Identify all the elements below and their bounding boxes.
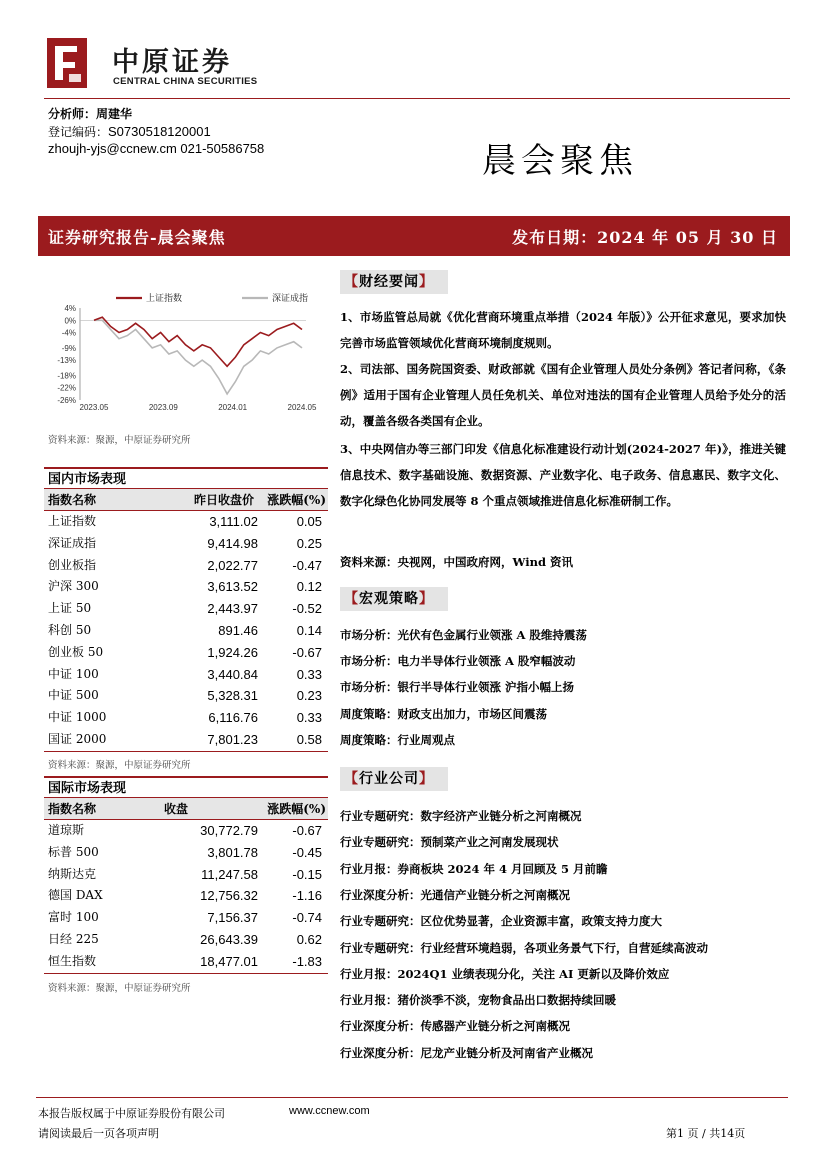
table-row (44, 664, 328, 686)
macro-item[interactable]: 周度策略：行业周观点 (340, 732, 455, 747)
col-change: 涨跌幅(%) (267, 493, 326, 507)
section-macro-heading: 【宏观策略】 (340, 587, 448, 611)
series-line (94, 317, 302, 366)
index-name: 中证 1000 (48, 710, 107, 725)
close-value: 18,477.01 (200, 953, 258, 969)
index-performance-chart (44, 286, 324, 416)
y-tick-label: -13% (57, 356, 76, 366)
macro-item[interactable]: 市场分析：光伏有色金属行业领涨 A 股维持震荡 (340, 628, 587, 642)
table-row (44, 576, 328, 598)
close-value: 2,443.97 (207, 601, 258, 617)
y-tick-label: -22% (57, 383, 76, 393)
table-row (44, 820, 328, 842)
industry-item[interactable]: 行业专题研究：数字经济产业链分析之河南概况 (340, 809, 582, 823)
change-value: -0.45 (292, 844, 322, 860)
x-tick-label: 2023.09 (148, 403, 178, 412)
industry-item[interactable]: 行业月报：猪价淡季不淡，宠物食品出口数据持续回暖 (340, 993, 616, 1008)
industry-item[interactable]: 行业月报：券商板块 2024 年 4 月回顾及 5 月前瞻 (340, 861, 608, 876)
index-name: 上证 50 (48, 601, 92, 616)
col-close: 昨日收盘价 (193, 493, 254, 507)
close-value: 6,116.76 (208, 710, 258, 726)
table-row (44, 951, 328, 973)
change-value: 0.14 (296, 622, 322, 638)
y-tick-label: -4% (61, 328, 76, 338)
table-row (44, 729, 328, 751)
col-index-name: 指数名称 (48, 493, 97, 507)
y-tick-label: -18% (57, 371, 76, 381)
col-change: 涨跌幅(%) (267, 802, 326, 816)
change-value: -0.15 (292, 866, 322, 882)
table-row (44, 929, 328, 951)
news-item-1: 1、市场监管总局就《优化营商环境重点举措（2024 年版）》公开征求意见，要求加快完善市场监管领域优化营商环境制度规则。 (340, 310, 786, 350)
news-source: 资料来源：央视网，中国政府网，Wind 资讯 (340, 555, 573, 569)
report-banner (38, 216, 790, 256)
close-value: 3,801.78 (207, 844, 258, 860)
change-value: 0.23 (296, 688, 322, 704)
x-tick-label: 2024.05 (287, 403, 317, 412)
change-value: -1.16 (292, 888, 322, 904)
macro-item[interactable]: 市场分析：银行半导体行业领涨 沪指小幅上扬 (340, 680, 575, 695)
table-row (44, 511, 328, 533)
legend-label: 上证指数 (146, 294, 183, 304)
index-name: 沪深 300 (48, 579, 99, 594)
industry-item[interactable]: 行业深度分析：光通信产业链分析之河南概况 (340, 887, 570, 902)
index-name: 富时 100 (48, 910, 99, 925)
y-tick-label: -26% (57, 396, 76, 405)
change-value: 0.05 (296, 514, 322, 529)
close-value: 3,613.52 (207, 579, 258, 595)
footer-page-number: 第1 页 / 共14页 (666, 1127, 746, 1140)
change-value: 0.62 (296, 931, 322, 947)
news-item-2: 2、司法部、国务院国资委、财政部就《国有企业管理人员处分条例》答记者问称，《条例》适用于国有企业管理人员任免机关、单位对违法的国有企业管理人员给予处分的活动，覆盖各级各类国有企业。 (340, 362, 786, 428)
index-name: 标普 500 (48, 844, 99, 859)
change-value: 0.58 (296, 731, 322, 747)
domestic-table-body (44, 511, 328, 752)
close-value: 3,440.84 (207, 666, 258, 682)
index-name: 深证成指 (48, 535, 97, 550)
table-row (44, 907, 328, 929)
close-value: 26,643.39 (200, 931, 258, 947)
industry-item[interactable]: 行业专题研究：行业经营环境趋弱，各项业务景气下行，自营延续高波动 (340, 940, 708, 955)
logo-mark (47, 38, 87, 88)
close-value: 1,924.26 (207, 644, 258, 660)
table-row (44, 864, 328, 886)
close-value: 9,414.98 (207, 535, 258, 551)
y-tick-label: -9% (61, 343, 76, 353)
close-value: 11,247.58 (201, 866, 258, 882)
intl-table-title: 国际市场表现 (44, 776, 328, 798)
domestic-market-table (44, 467, 328, 752)
x-tick-label: 2023.05 (79, 403, 109, 412)
chart-svg (44, 286, 324, 416)
industry-heading-text: 行业公司 (359, 771, 419, 787)
analyst-contact: zhoujh-yjs@ccnew.cm 021-50586758 (48, 141, 265, 156)
index-name: 纳斯达克 (48, 866, 97, 881)
banner-publish-date: 发布日期：2024 年 05 月 30 日 (512, 228, 778, 247)
intl-table-header (44, 798, 328, 820)
change-value: -0.74 (292, 910, 322, 926)
industry-item[interactable]: 行业专题研究：区位优势显著，企业资源丰富，政策支持力度大 (340, 914, 662, 929)
change-value: -0.67 (292, 644, 322, 660)
index-name: 国证 2000 (48, 731, 107, 746)
domestic-source: 资料来源：聚源，中原证券研究所 (48, 760, 191, 771)
footer-url[interactable]: www.ccnew.com (289, 1105, 370, 1117)
macro-item[interactable]: 市场分析：电力半导体行业领涨 A 股窄幅波动 (340, 654, 576, 669)
col-close: 收盘 (164, 802, 189, 816)
legend-label: 深证成指 (272, 294, 309, 304)
change-value: -1.83 (292, 953, 322, 969)
industry-item[interactable]: 行业深度分析：尼龙产业链分析及河南省产业概况 (340, 1045, 593, 1060)
index-name: 创业板 50 (48, 644, 104, 659)
intl-table-body (44, 820, 328, 974)
section-news-heading: 【财经要闻】 (340, 270, 448, 294)
index-name: 恒生指数 (48, 953, 97, 968)
industry-item[interactable]: 行业月报：2024Q1 业绩表现分化，关注 AI 更新以及降价效应 (340, 966, 670, 981)
macro-heading-text: 宏观策略 (359, 591, 419, 607)
table-row (44, 707, 328, 729)
table-row (44, 842, 328, 864)
analyst-name: 分析师：周建华 (48, 107, 133, 121)
logo-text-cn: 中原证券 (112, 47, 232, 78)
change-value: -0.47 (292, 557, 322, 573)
close-value: 12,756.32 (200, 888, 258, 904)
y-tick-label: 0% (64, 316, 76, 326)
macro-item[interactable]: 周度策略：财政支出加力，市场区间震荡 (340, 706, 547, 721)
table-row (44, 555, 328, 577)
news-heading-text: 财经要闻 (359, 274, 419, 290)
registration-number: S0730518120001 (108, 124, 211, 139)
table-row (44, 598, 328, 620)
change-value: -0.52 (292, 601, 322, 617)
table-row (44, 685, 328, 707)
news-item-3: 3、中央网信办等三部门印发《信息化标准建设行动计划(2024-2027 年)》，推进关键信息技术、数字基础设施、数据资源、产业数字化、电子政务、信息惠民、数字文化、数字化绿色化协同发展等 8 个重点领域推进信息化标准研制工作。 (340, 442, 786, 508)
header-divider (44, 98, 790, 99)
domestic-table-title: 国内市场表现 (44, 467, 328, 489)
col-index-name: 指数名称 (48, 802, 97, 816)
close-value: 2,022.77 (207, 557, 258, 573)
analyst-info (48, 106, 264, 157)
close-value: 7,801.23 (207, 731, 258, 747)
change-value: 0.33 (296, 666, 322, 682)
x-tick-label: 2024.01 (218, 403, 248, 412)
close-value: 7,156.37 (207, 910, 258, 926)
section-industry-heading: 【行业公司】 (340, 767, 448, 791)
registration-row (48, 123, 264, 140)
international-market-table (44, 776, 328, 974)
chart-source: 资料来源：聚源，中原证券研究所 (48, 435, 191, 446)
index-name: 中证 100 (48, 666, 99, 681)
close-value: 891.46 (218, 622, 258, 638)
table-row (44, 642, 328, 664)
domestic-table-header (44, 489, 328, 511)
index-name: 创业板指 (48, 557, 97, 572)
close-value: 30,772.79 (200, 823, 258, 838)
close-value: 3,111.02 (209, 514, 258, 529)
index-name: 日经 225 (48, 931, 99, 946)
registration-label: 登记编码： (48, 125, 109, 139)
change-value: 0.12 (296, 579, 322, 595)
industry-item[interactable]: 行业专题研究：预制菜产业之河南发展现状 (340, 835, 559, 850)
footer-divider (36, 1097, 788, 1098)
change-value: 0.25 (296, 535, 322, 551)
change-value: 0.33 (296, 710, 322, 726)
close-value: 5,328.31 (207, 688, 258, 704)
index-name: 上证指数 (48, 514, 97, 528)
table-row (44, 885, 328, 907)
y-tick-label: 4% (64, 304, 76, 313)
series-line (94, 320, 302, 394)
table-row (44, 620, 328, 642)
table-row (44, 533, 328, 555)
logo-text-en: CENTRAL CHINA SECURITIES (113, 76, 258, 87)
banner-report-type: 证券研究报告-晨会聚焦 (48, 228, 226, 247)
index-name: 道琼斯 (48, 823, 85, 837)
index-name: 中证 500 (48, 688, 99, 703)
index-name: 德国 DAX (48, 888, 103, 903)
footer-copyright: 本报告版权属于中原证券股份有限公司 (38, 1107, 225, 1120)
intl-source: 资料来源：聚源，中原证券研究所 (48, 983, 191, 994)
footer-disclaimer: 请阅读最后一页各项声明 (38, 1127, 159, 1140)
index-name: 科创 50 (48, 622, 92, 637)
report-title: 晨会聚焦 (482, 141, 638, 181)
industry-item[interactable]: 行业深度分析：传感器产业链分析之河南概况 (340, 1019, 570, 1034)
change-value: -0.67 (292, 823, 322, 838)
